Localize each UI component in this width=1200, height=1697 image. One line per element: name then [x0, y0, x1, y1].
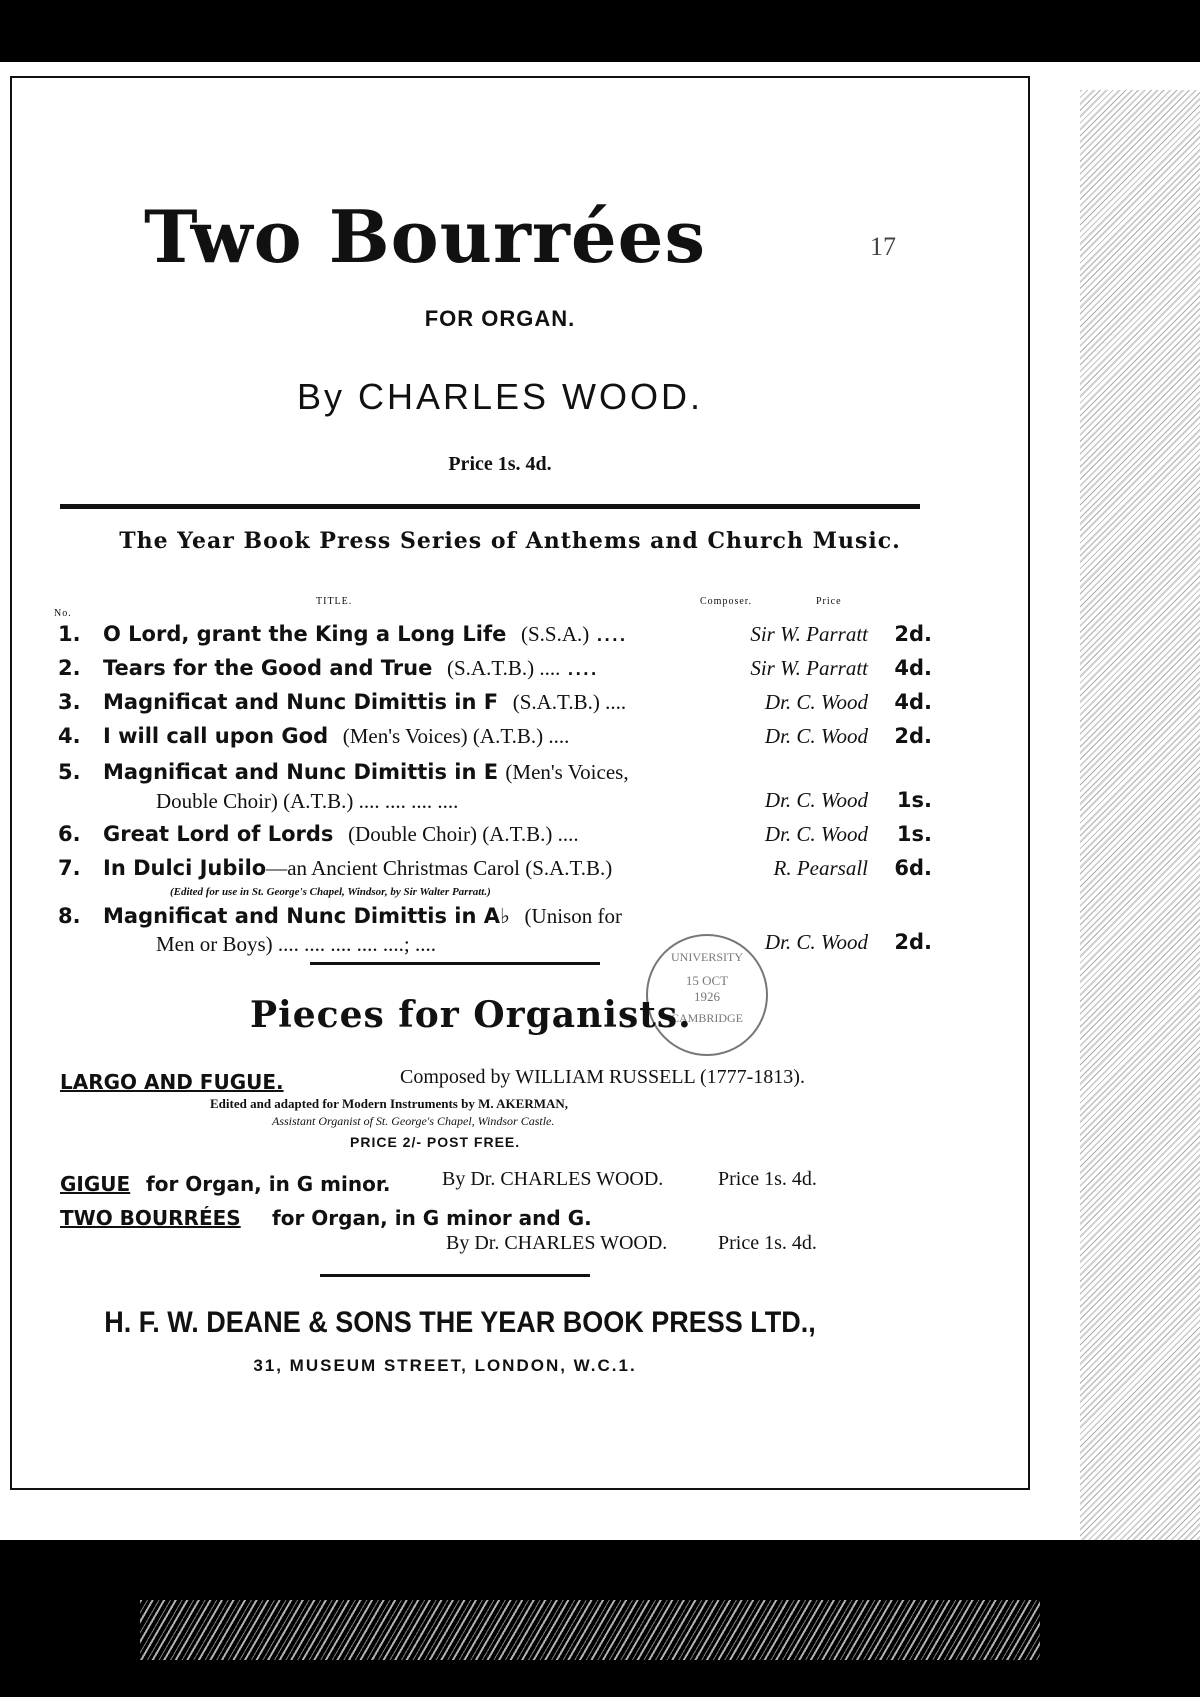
item-title: Magnificat and Nunc Dimittis in F (S.A.T.B.) ....: [103, 690, 627, 714]
bourrees-title: TWO BOURRÉES: [60, 1206, 241, 1230]
scan-noise-right: [1080, 90, 1200, 1540]
item-voices: (Unison for: [524, 904, 622, 928]
item-voices: (Double Choir) (A.T.B.) ....: [348, 822, 579, 846]
item-price: 2d.: [894, 724, 932, 748]
item-composer: Dr. C. Wood: [764, 822, 868, 846]
bourrees-price: Price 1s. 4d.: [718, 1232, 817, 1254]
item-voices: (S.S.A.): [520, 622, 590, 646]
item-title: Tears for the Good and True (S.A.T.B.) .... ....: [103, 656, 599, 680]
item-price: 6d.: [894, 856, 932, 880]
col-no-header: No.: [54, 608, 72, 619]
scan-noise-bottom: [140, 1600, 1040, 1660]
rule-divider: [310, 962, 600, 965]
item-number: 4.: [58, 724, 81, 748]
col-title-header: TITLE.: [316, 596, 353, 607]
item-composer: Dr. C. Wood: [764, 930, 868, 954]
item-composer: Sir W. Parratt: [750, 656, 868, 680]
gigue-desc: for Organ, in G minor.: [146, 1172, 391, 1196]
organists-heading: Pieces for Organists.: [250, 994, 692, 1036]
title-page: [10, 76, 1028, 1488]
largo-edited: Edited and adapted for Modern Instruments by M. AKERMAN,: [210, 1096, 569, 1111]
item-composer: Sir W. Parratt: [750, 622, 868, 646]
item-title: O Lord, grant the King a Long Life (S.S.A.) ....: [103, 622, 628, 646]
largo-price: PRICE 2/- POST FREE.: [350, 1134, 521, 1150]
byline: By CHARLES WOOD.: [296, 376, 704, 417]
rule-divider: [320, 1274, 590, 1277]
item-note: (Edited for use in St. George's Chapel, Windsor, by Sir Walter Parratt.): [170, 886, 491, 898]
page-number: 17: [870, 232, 896, 261]
item-price: 2d.: [894, 622, 932, 646]
item-number: 5.: [58, 760, 81, 784]
list-item: [58, 622, 938, 656]
item-voices: (S.A.T.B.) ....: [512, 690, 627, 714]
item-number: 6.: [58, 822, 81, 846]
item-price: 2d.: [894, 930, 932, 954]
item-voices: (Men's Voices) (A.T.B.) ....: [342, 724, 570, 748]
item-composer: Dr. C. Wood: [764, 724, 868, 748]
item-number: 3.: [58, 690, 81, 714]
gigue-composer: By Dr. CHARLES WOOD.: [442, 1168, 664, 1190]
list-item: [58, 656, 938, 690]
subtitle: FOR ORGAN.: [424, 306, 576, 331]
page-title: Two Bourrées: [144, 194, 706, 279]
item-composer: Dr. C. Wood: [764, 690, 868, 714]
item-number: 2.: [58, 656, 81, 680]
item-price: 1s.: [896, 822, 932, 846]
publisher-name: H. F. W. DEANE & SONS THE YEAR BOOK PRESS LTD.,: [104, 1306, 816, 1339]
library-stamp: UNIVERSITY 15 OCT 1926 CAMBRIDGE: [646, 934, 768, 1056]
gigue-price: Price 1s. 4d.: [718, 1168, 817, 1190]
item-title: In Dulci Jubilo—an Ancient Christmas Carol (S.A.T.B.): [103, 856, 613, 880]
list-item: [58, 724, 938, 758]
item-title: Magnificat and Nunc Dimittis in A♭ (Unison for: [103, 904, 622, 928]
largo-composed: Composed by WILLIAM RUSSELL (1777-1813).: [400, 1066, 805, 1088]
item-price: 4d.: [894, 690, 932, 714]
largo-role: Assistant Organist of St. George's Chapel, Windsor Castle.: [272, 1114, 555, 1128]
item-number: 8.: [58, 904, 81, 928]
item-continuation: Men or Boys) .... .... .... .... ....; ....: [156, 932, 436, 956]
item-number: 1.: [58, 622, 81, 646]
item-continuation: Double Choir) (A.T.B.) .... .... .... ....: [156, 789, 459, 813]
bourrees-composer: By Dr. CHARLES WOOD.: [446, 1232, 668, 1254]
rule-divider: [60, 504, 920, 509]
item-voices: —an Ancient Christmas Carol (S.A.T.B.): [266, 856, 613, 880]
item-title: I will call upon God (Men's Voices) (A.T.B.) ....: [103, 724, 570, 748]
col-composer-header: Composer.: [700, 596, 753, 607]
item-composer: R. Pearsall: [773, 856, 868, 880]
main-price: Price 1s. 4d.: [448, 453, 552, 475]
item-title: Magnificat and Nunc Dimittis in E (Men's Voices,: [103, 760, 629, 784]
list-item-meta: [58, 930, 938, 964]
largo-title: LARGO AND FUGUE.: [60, 1070, 284, 1094]
item-composer: Dr. C. Wood: [764, 788, 868, 812]
series-heading: The Year Book Press Series of Anthems and Church Music.: [119, 528, 901, 554]
scan-border-top: [0, 0, 1200, 62]
item-voices: (Men's Voices,: [505, 760, 629, 784]
list-item: [58, 856, 938, 890]
col-price-header: Price: [816, 596, 842, 607]
item-price: 1s.: [896, 788, 932, 812]
bourrees-desc: for Organ, in G minor and G.: [272, 1206, 592, 1230]
list-item-meta: [58, 788, 938, 822]
list-item: [58, 822, 938, 856]
item-voices: (S.A.T.B.) ....: [446, 656, 561, 680]
list-item: [58, 690, 938, 724]
item-price: 4d.: [894, 656, 932, 680]
item-number: 7.: [58, 856, 81, 880]
gigue-title: GIGUE: [60, 1172, 131, 1196]
item-title: Great Lord of Lords (Double Choir) (A.T.B.) ....: [103, 822, 579, 846]
publisher-address: 31, MUSEUM STREET, LONDON, W.C.1.: [253, 1356, 637, 1375]
